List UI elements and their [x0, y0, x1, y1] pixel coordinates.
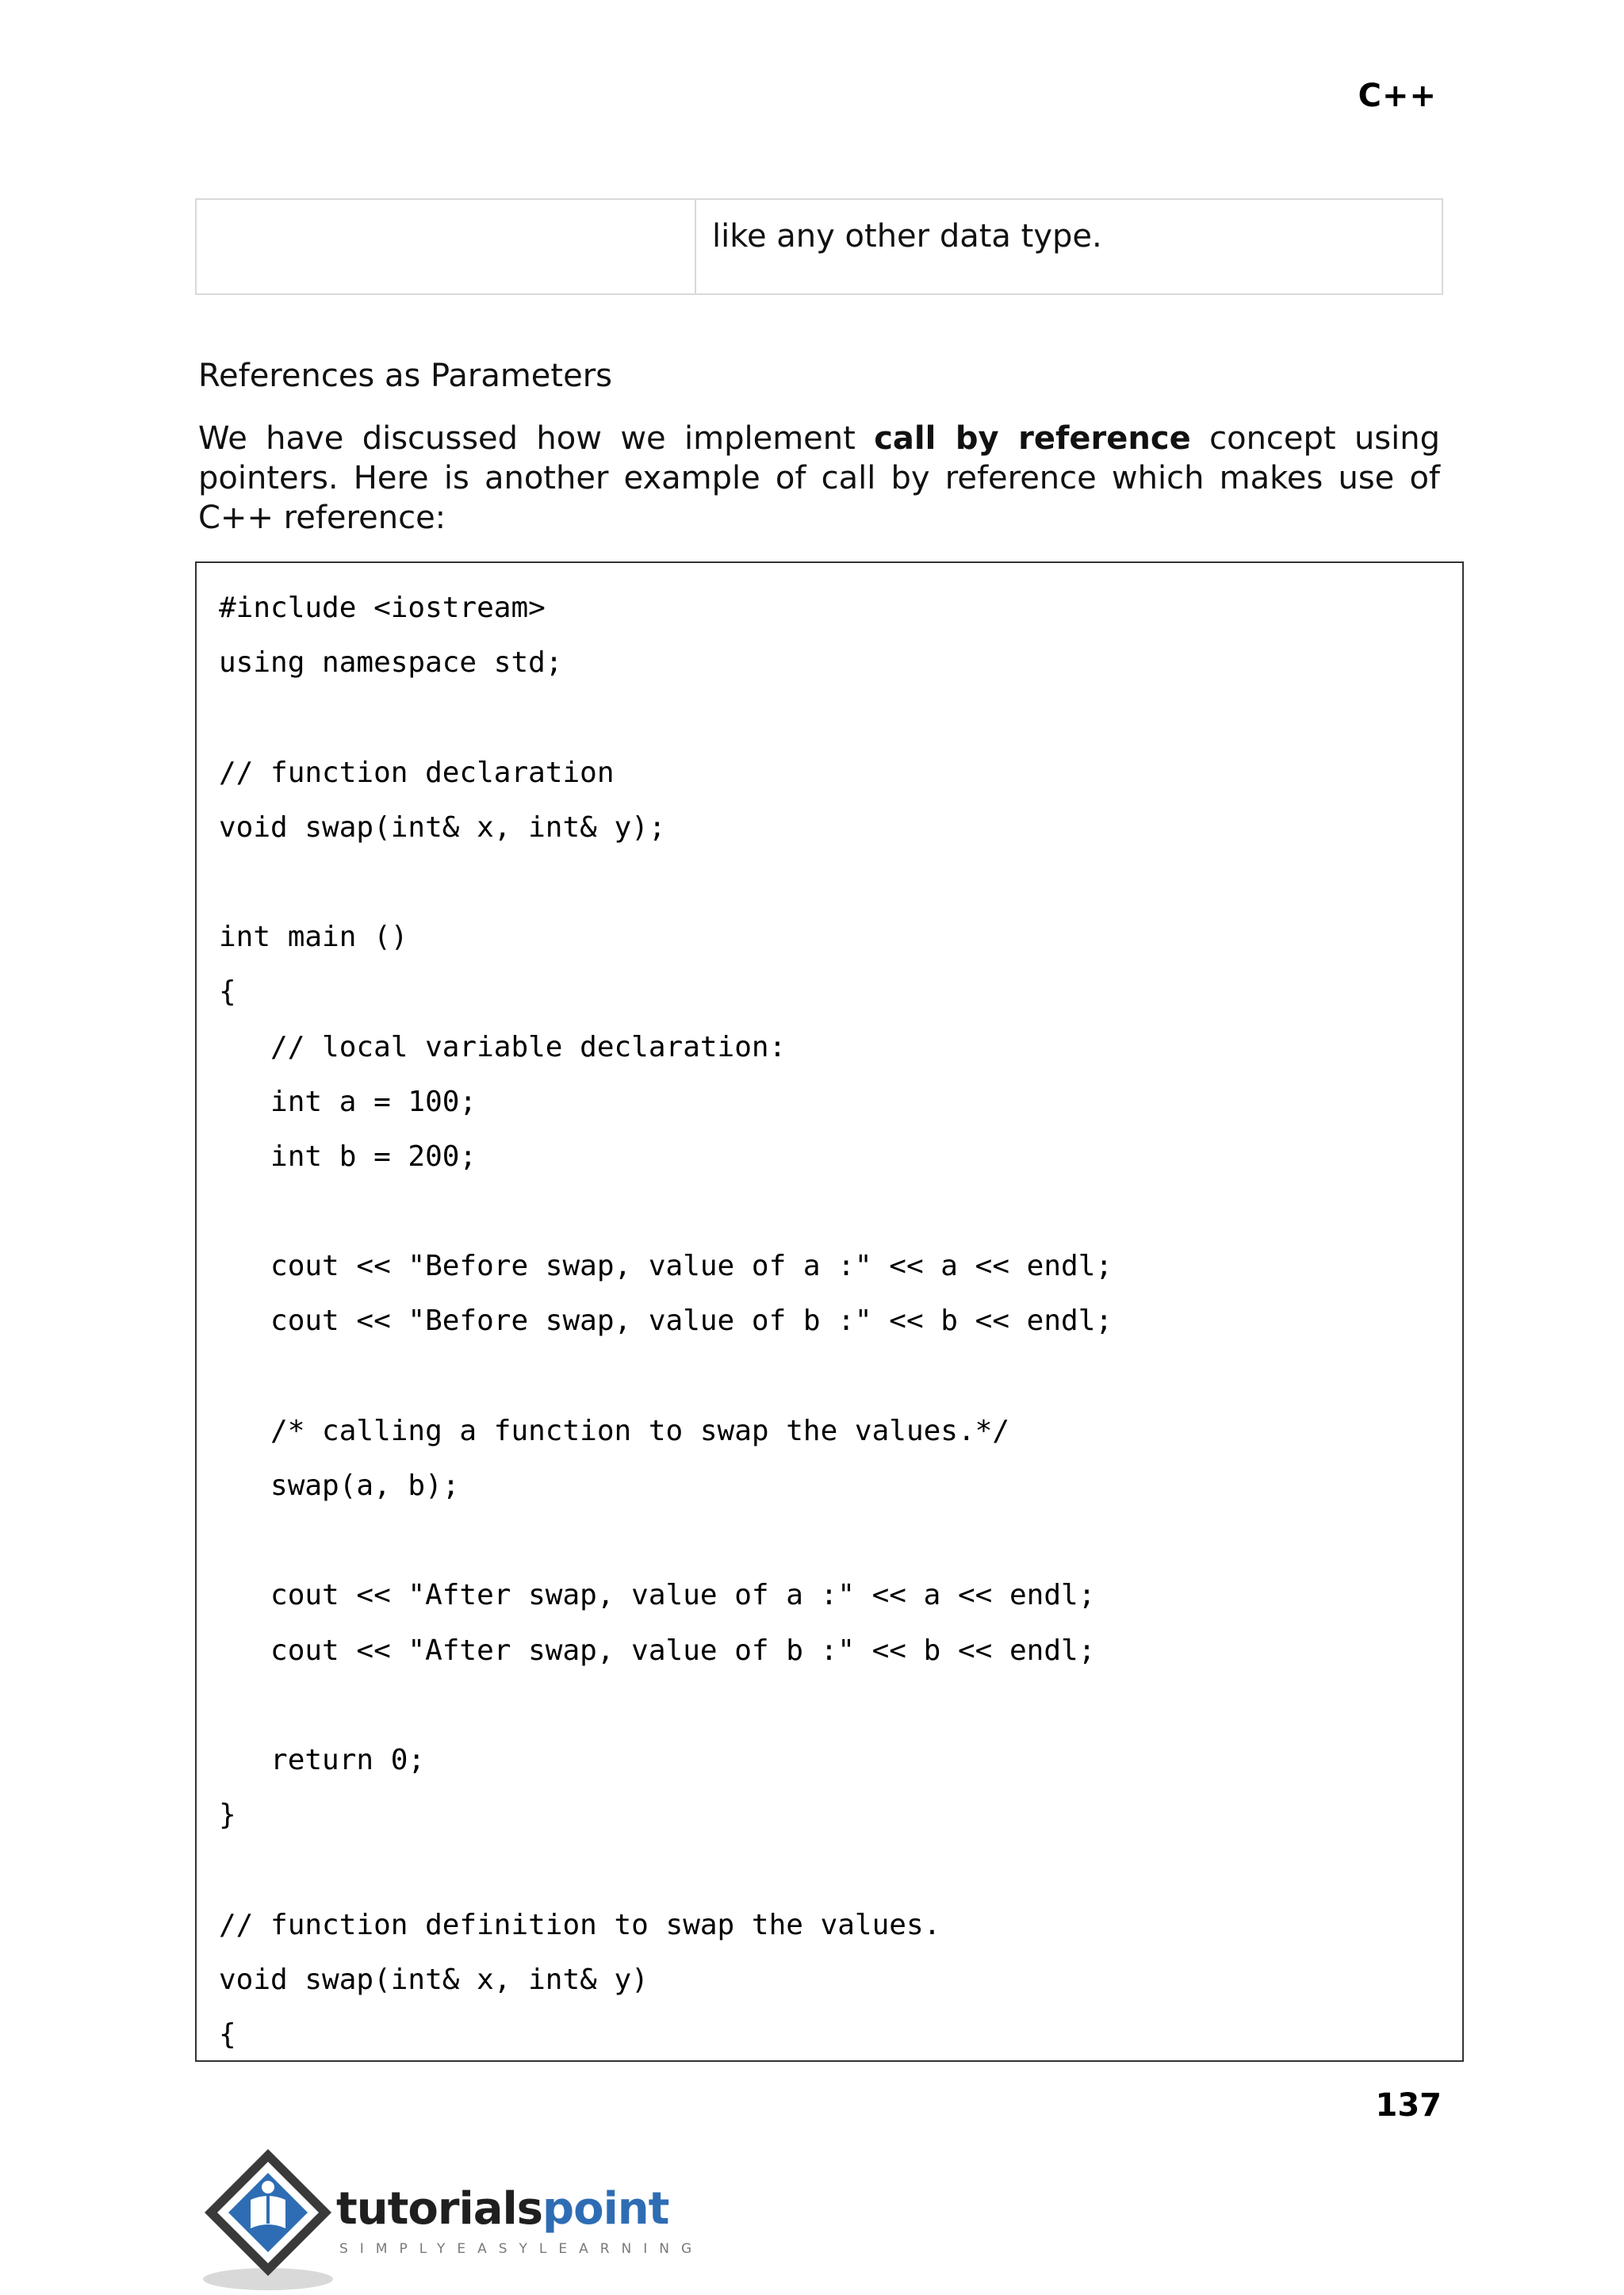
logo-word-point: point — [542, 2183, 669, 2235]
code-line — [219, 1349, 1462, 1404]
code-line — [219, 1842, 1462, 1897]
code-line: cout << "Before swap, value of a :" << a << endl; — [219, 1250, 1113, 1283]
code-line: cout << "After swap, value of a :" << a << endl; — [219, 1579, 1096, 1612]
code-block — [195, 561, 1464, 2062]
code-line: #include <iostream> — [219, 592, 546, 624]
code-line: swap(a, b); — [219, 1469, 460, 1502]
tutorialspoint-logo — [195, 2143, 704, 2293]
intro-text-bold: call by reference — [874, 420, 1191, 457]
logo-diamond-icon — [195, 2143, 338, 2293]
continuation-table — [195, 198, 1443, 295]
table-cell-right: like any other data type. — [712, 218, 1102, 255]
code-line: { — [219, 975, 236, 1009]
code-line — [219, 855, 1462, 910]
code-line: cout << "After swap, value of b :" << b << endl; — [219, 1634, 1096, 1667]
code-line: using namespace std; — [219, 646, 563, 680]
page-header-title: C++ — [1358, 78, 1437, 114]
code-line: // function declaration — [219, 756, 615, 789]
intro-paragraph — [198, 419, 1440, 538]
code-line: int main () — [219, 921, 408, 954]
intro-text-before: We have discussed how we implement — [198, 420, 875, 457]
code-line — [219, 690, 1462, 745]
logo-word-tutorials: tutorials — [336, 2183, 543, 2235]
code-line — [219, 1184, 1462, 1239]
code-line: // local variable declaration: — [219, 1030, 787, 1063]
page-number: 137 — [1375, 2087, 1442, 2124]
code-line: cout << "Before swap, value of b :" << b << endl; — [219, 1305, 1113, 1338]
logo-tagline: SIMPLYEASYLEARNING — [339, 2241, 704, 2257]
table-cell-left — [197, 200, 696, 293]
code-line: { — [219, 2017, 236, 2051]
code-line: return 0; — [219, 1743, 426, 1776]
code-line: // function definition to swap the values. — [219, 1908, 941, 1941]
intro-text-after: concept using pointers. Here is another example of call by reference which makes use of C++ reference: — [198, 420, 1441, 536]
logo-wordmark — [336, 2183, 669, 2235]
code-line: void swap(int& x, int& y) — [219, 1963, 649, 1996]
code-line: int a = 100; — [219, 1085, 477, 1118]
code-line — [219, 1513, 1462, 1568]
code-line: void swap(int& x, int& y); — [219, 810, 666, 844]
code-line: int b = 200; — [219, 1140, 477, 1173]
code-line — [219, 1678, 1462, 1733]
code-line: } — [219, 1799, 236, 1832]
code-line: /* calling a function to swap the values.*/ — [219, 1414, 1009, 1447]
section-title: References as Parameters — [198, 358, 612, 394]
